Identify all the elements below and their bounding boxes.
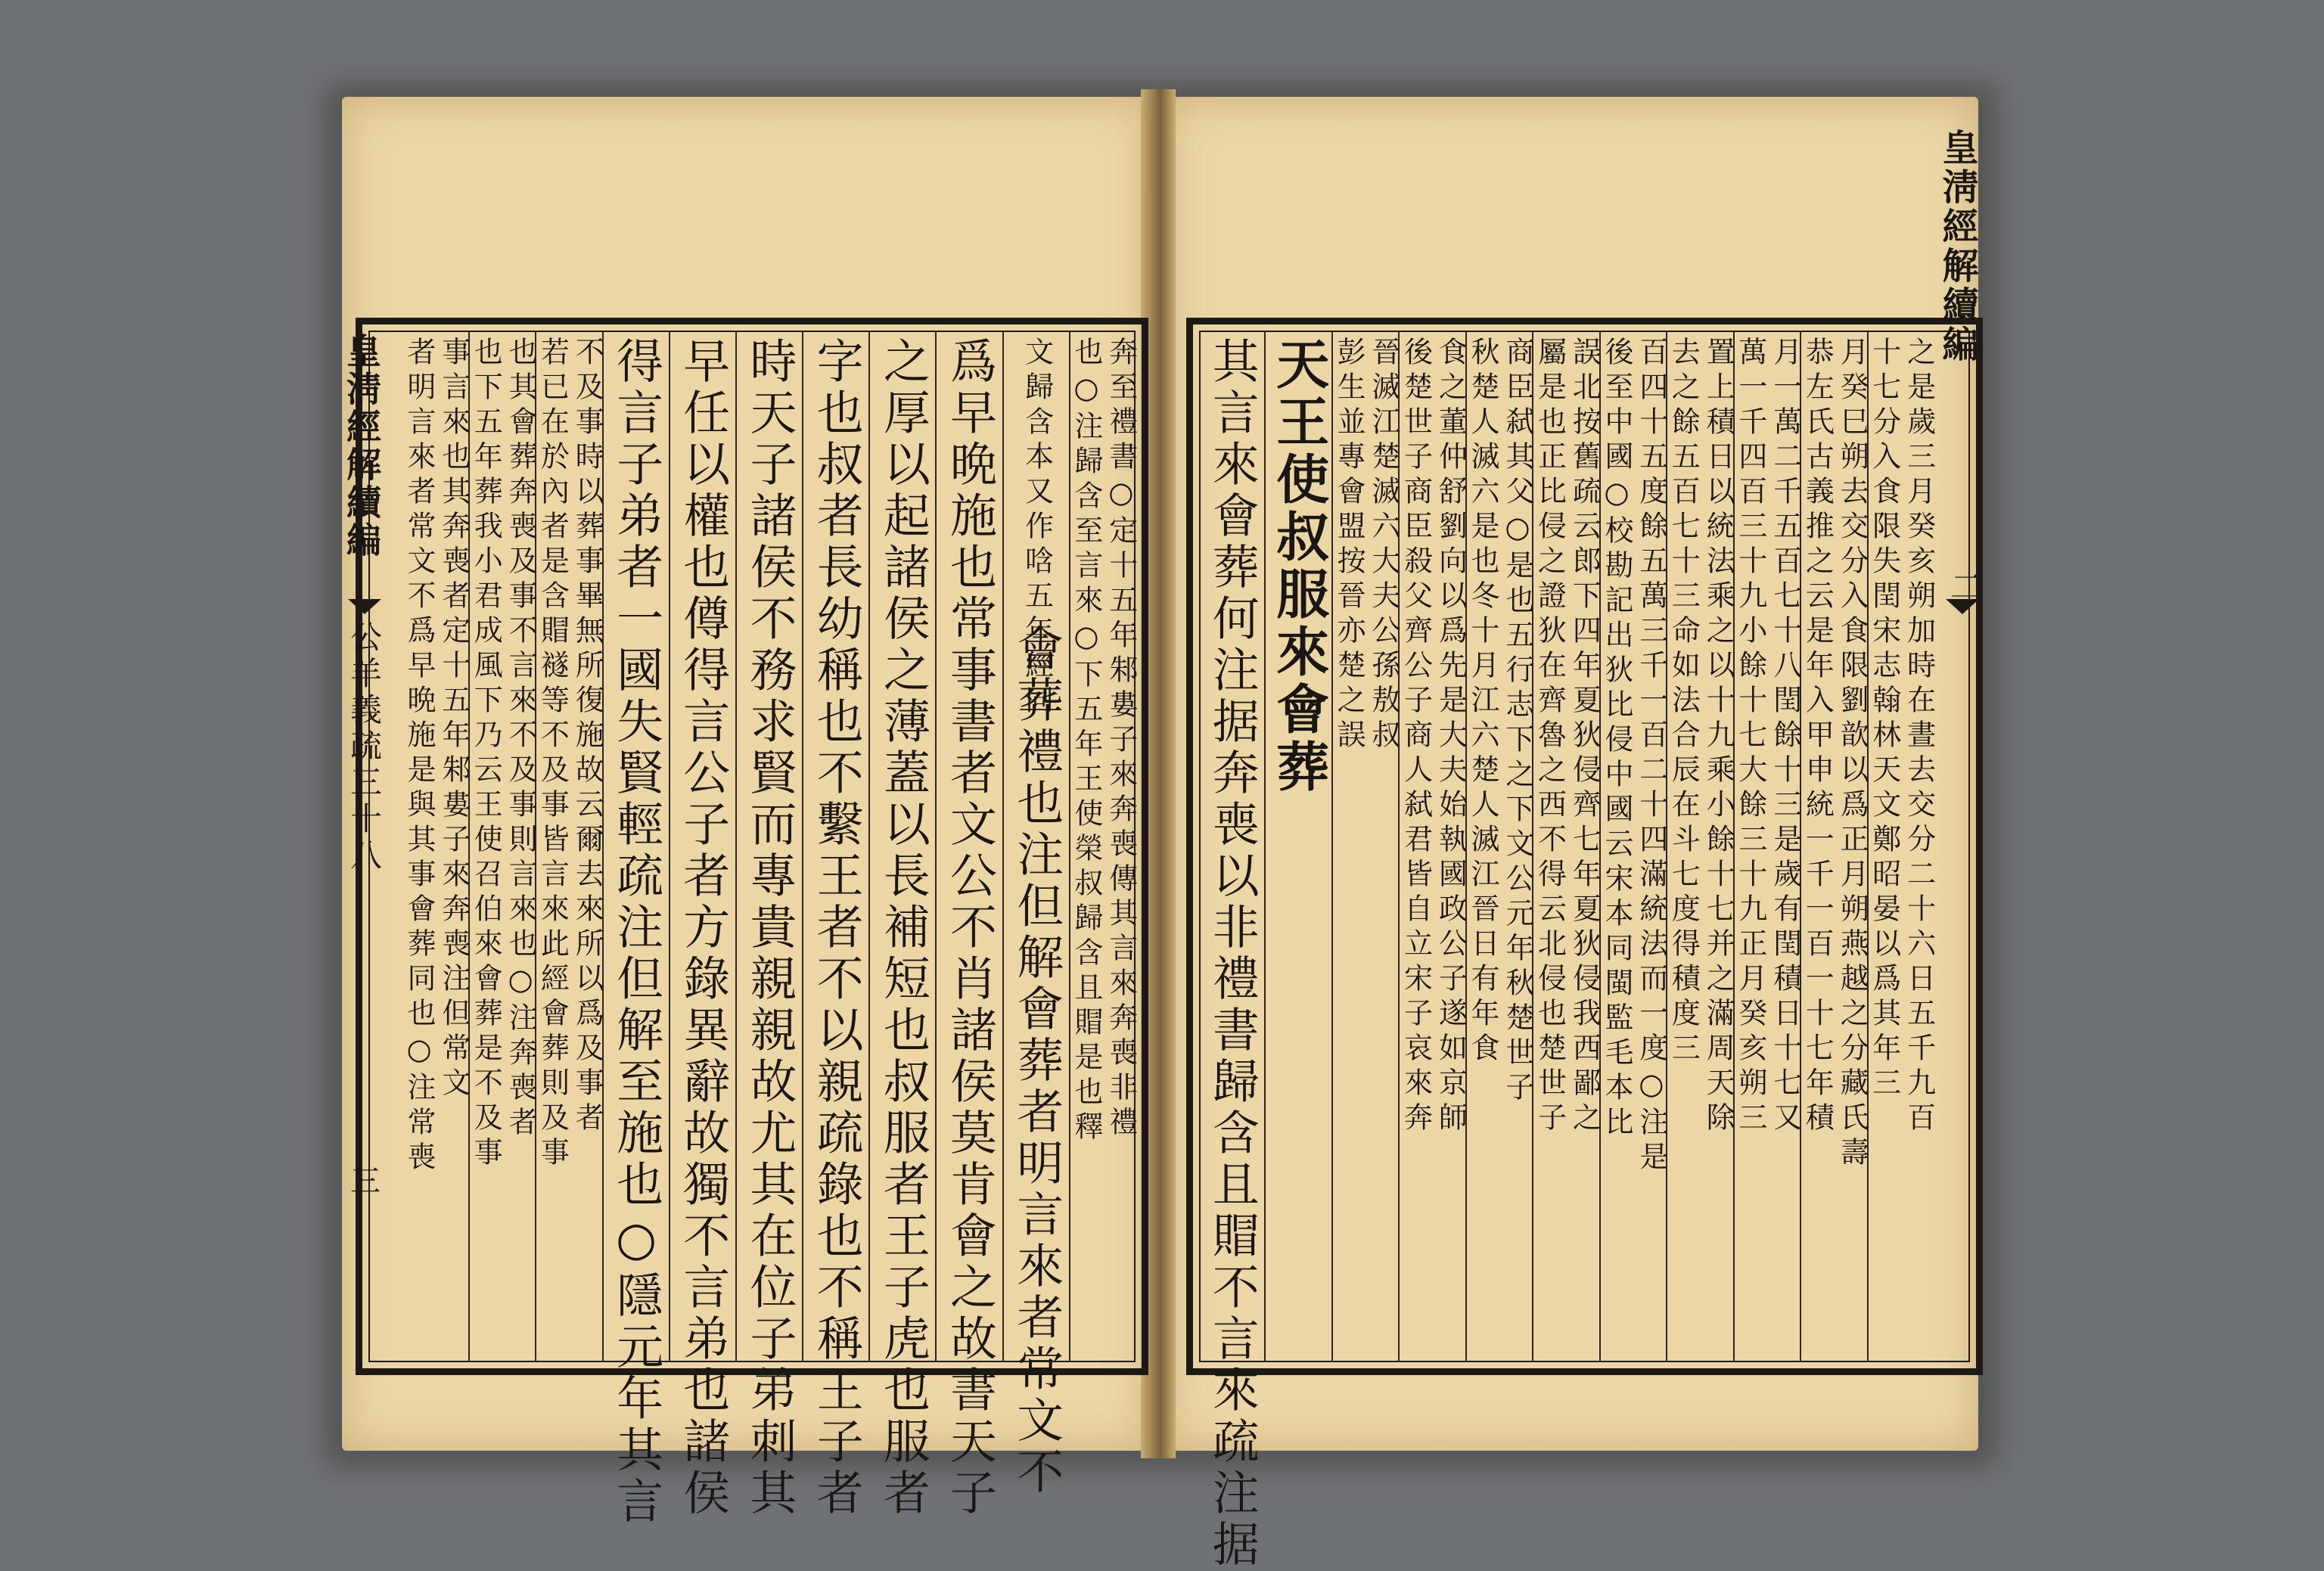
commentary-line: 之是歲三月癸亥朔加時在晝去交分二十六日五千九百 (1902, 337, 1936, 1137)
commentary-line: 去之餘五百七十三命如法合辰在斗七度得積度三 (1667, 337, 1701, 1067)
text-column (1599, 331, 1666, 1362)
mixed-text-column (1008, 337, 1064, 1498)
commentary-line: 文歸含本又作唅五年經同 (1020, 337, 1054, 719)
commentary-line: 奔至禮書○定十五年邾婁子來奔喪傳其言來奔喪非禮 (1104, 337, 1138, 1141)
left-text-frame (356, 318, 1148, 1528)
text-column (1331, 331, 1401, 1362)
commentary-line: 恭左氏古義推之云是年入甲申統一千一百一十七年積 (1800, 337, 1835, 1137)
commentary-double-line (402, 337, 471, 1362)
text-column (1532, 331, 1602, 1362)
commentary-double-line (1735, 337, 1800, 1362)
right-column-grid (1199, 331, 1936, 1571)
main-text-line: 會葬禮也注但解會葬者明言來者常文不 (1008, 624, 1064, 1498)
commentary-line: 晉滅江楚滅六大夫公孫敖叔 (1367, 337, 1401, 754)
text-column (1398, 331, 1468, 1362)
commentary-double-line (469, 337, 538, 1362)
commentary-double-line (1332, 337, 1401, 1362)
commentary-double-line (1467, 337, 1532, 1362)
commentary-line: 也○注歸含至言來○下五年王使榮叔歸含且賵是也釋 (1069, 337, 1103, 1146)
commentary-double-line (1399, 337, 1468, 1362)
commentary-line: 百四十五度餘五萬三千一百二十四滿統法而一度○注是 (1634, 337, 1668, 1176)
commentary-line: 彭生並專會盟按晉亦楚之誤 (1332, 337, 1366, 754)
commentary-line: 商臣弑其父○是也五行志下之下文公元年秋楚世子 (1500, 337, 1534, 1107)
commentary-line: 事言來也其奔喪者定十五年邾婁子來奔喪注但常文 (437, 337, 471, 1102)
main-text-line: 早任以權也僔得言公子者方錄異辭故獨不言弟也諸侯 (675, 337, 731, 1520)
main-text-line: 字也叔者長幼稱也不繫王者不以親疏錄也不稱王子者 (809, 337, 865, 1520)
left-fish-tail-mark (348, 599, 381, 614)
text-column (1666, 331, 1735, 1362)
right-folio-number: 二 (1950, 568, 1984, 607)
commentary-double-line (1533, 337, 1602, 1362)
right-text-frame (1186, 318, 1983, 1571)
commentary-line: 十七分入食限失閏宋志翰林天文鄭昭晏以爲其年三 (1867, 337, 1901, 1102)
commentary-line: 者明言來者常文不爲早晩施是與其事會葬同也○注常喪 (402, 337, 437, 1176)
left-margin-subtitle: 公羊義疏三十八 (346, 620, 383, 874)
commentary-double-line (1869, 337, 1934, 1362)
commentary-line: 置上積日以統法乘之以十九乘小餘十七并之滿周天除 (1701, 337, 1735, 1137)
commentary-double-line (1668, 337, 1733, 1362)
mixed-stack (1008, 337, 1064, 1498)
text-column (1199, 331, 1264, 1571)
text-column (1465, 331, 1532, 1362)
text-column (669, 331, 735, 1520)
commentary-line: 食之董仲舒劉向以爲先是大夫始執國政公子遂如京師 (1434, 337, 1468, 1137)
text-column (1002, 331, 1069, 1498)
commentary-double-line (537, 337, 602, 1362)
text-column (868, 331, 935, 1520)
main-text-line: 爲早晩施也常事書者文公不肖諸侯莫肯會之故書天子 (942, 337, 998, 1520)
commentary-line: 後至中國○校勘記出狄比侵中國云宋本同閩監毛本比 (1599, 337, 1633, 1141)
text-column (735, 331, 802, 1520)
text-column (1733, 331, 1800, 1362)
right-margin-title: 皇淸經解續編 (1936, 129, 1978, 365)
main-text-line: 天王使叔服來會葬 (1267, 337, 1331, 796)
main-text-line: 時天子諸侯不務求賢而專貴親親故尤其在位子弟刺其 (741, 337, 797, 1520)
commentary-line: 月一萬二千五百七十八閏餘十三是歲有閏積日十七又 (1768, 337, 1802, 1137)
commentary-line: 若已在於內者是含賵襚等不及事皆言來此經會葬則及事 (536, 337, 570, 1172)
text-column (1264, 331, 1331, 1362)
commentary-line: 屬是也正比侵之證狄在齊魯之西不得云北侵也楚世子 (1533, 337, 1567, 1137)
commentary-line: 月癸巳朔去交分入食限劉歆以爲正月朔燕越之分藏氏壽 (1835, 337, 1869, 1172)
commentary-line: 萬一千四百三十九小餘十七大餘三十九正月癸亥朔三 (1733, 337, 1767, 1137)
text-column (802, 331, 868, 1520)
commentary-line: 誤北按舊疏云郎下四年夏狄侵齊七年夏狄侵我西鄙之 (1567, 337, 1602, 1137)
commentary-line: 也其會葬奔喪及事不言來不及事則言來也○注奔喪者 (504, 337, 538, 1141)
left-column-grid (402, 331, 1138, 1528)
commentary-double-line (1601, 337, 1666, 1362)
commentary-double-line (1800, 337, 1869, 1362)
text-column (402, 331, 471, 1362)
text-column (468, 331, 538, 1362)
main-text-line: 得言子弟者一國失賢輕疏注但解至施也○隱元年其言 (608, 337, 664, 1528)
left-folio-number: 三 (350, 1164, 381, 1199)
text-column (1069, 331, 1136, 1362)
commentary-line: 也下五年葬我小君成風下乃云王使召伯來會葬是不及事 (469, 337, 503, 1172)
text-column (935, 331, 1002, 1520)
left-margin-title: 皇淸經解續編 (341, 333, 382, 560)
commentary-line: 後楚世子商臣殺父齊公子商人弑君皆自立宋子哀來奔 (1399, 337, 1433, 1137)
commentary-double-line (1070, 337, 1136, 1362)
main-text-line: 之厚以起諸侯之薄蓋以長補短也叔服者王子虎也服者 (875, 337, 931, 1520)
commentary-line: 秋楚人滅六是也冬十月江六楚人滅江晉日有年食 (1466, 337, 1500, 1067)
text-column (1867, 331, 1934, 1362)
text-column (535, 331, 604, 1362)
text-column (602, 331, 669, 1528)
main-text-line: 其言來會葬何注据奔喪以非禮書歸含且賵不言來疏注据 (1204, 337, 1260, 1571)
text-column (1800, 331, 1869, 1362)
commentary-line: 不及事時以葬事畢無所復施故云爾去來所以爲及事者 (570, 337, 604, 1137)
